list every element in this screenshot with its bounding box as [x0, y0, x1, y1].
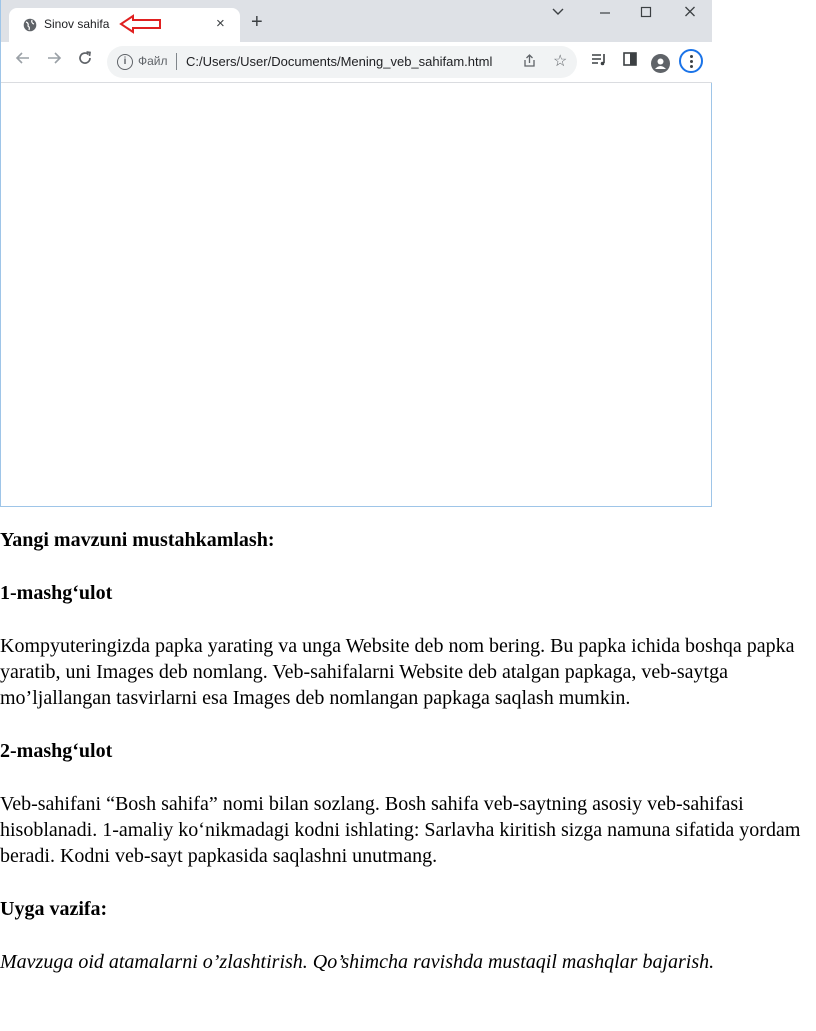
share-icon[interactable]	[522, 53, 537, 71]
homework-title: Uyga vazifa:	[0, 898, 108, 920]
back-arrow-icon[interactable]	[15, 50, 31, 71]
browser-menu-button[interactable]	[679, 49, 703, 73]
menu-dot	[690, 65, 693, 68]
info-icon[interactable]: i	[117, 54, 133, 70]
url-text[interactable]: C:/Users/User/Documents/Mening_veb_sahifam.html	[186, 54, 493, 69]
browser-screenshot	[0, 0, 712, 507]
tab-sinov-sahifa[interactable]	[9, 8, 240, 42]
tab-strip	[1, 0, 712, 42]
homework-text: Mavzuga oid atamalarni o’zlashtirish. Qo’shimcha ravishda mustaqil mashqlar bajarish.	[0, 951, 715, 973]
red-arrow-annotation-icon	[119, 14, 163, 34]
new-tab-button[interactable]: +	[251, 11, 263, 33]
menu-dot	[690, 60, 693, 63]
file-scheme-label: Файл	[138, 54, 168, 68]
close-window-icon[interactable]	[684, 5, 696, 23]
bookmark-star-icon[interactable]: ☆	[553, 53, 568, 70]
document-body	[0, 527, 812, 975]
address-separator	[176, 53, 177, 70]
globe-icon	[23, 18, 37, 32]
exercise1-text: Kompyuteringizda papka yarating va unga Website deb nom bering. Bu papka ichida boshqa papka yaratib, uni Images deb nomlang. Veb-sahifalarni Website deb atalgan papkaga, veb-saytga mo’ljallangan tasvirlarni esa Images deb nomlangan papkaga saqlash mumkin.	[0, 635, 795, 709]
tab-search-chevron-icon[interactable]	[552, 5, 564, 23]
exercise2-text: Veb-sahifani “Bosh sahifa” nomi bilan sozlang. Bosh sahifa veb-saytning asosiy veb-sahifasi hisoblanadi. 1-amaliy ko‘nikmadagi kodni ishlating: Sarlavha kiritish sizga namuna sifatida yordam beradi. Kodni veb-sayt papkasida saqlashni unutmang.	[0, 793, 801, 867]
exercise1-title: 1-mashg‘ulot	[0, 582, 113, 604]
menu-dot	[690, 55, 693, 58]
section-heading: Yangi mavzuni mustahkamlash:	[0, 529, 275, 551]
exercise2-title: 2-mashg‘ulot	[0, 740, 113, 762]
media-controls-icon[interactable]	[591, 52, 607, 71]
maximize-icon[interactable]	[640, 5, 652, 23]
address-bar[interactable]	[107, 46, 577, 78]
close-tab-icon[interactable]: ×	[216, 15, 225, 32]
minimize-icon[interactable]	[599, 5, 611, 23]
tab-title: Sinov sahifa	[44, 17, 110, 31]
forward-arrow-icon[interactable]	[46, 50, 62, 71]
reload-icon[interactable]	[77, 50, 93, 71]
side-panel-icon[interactable]	[623, 52, 637, 71]
profile-avatar-icon[interactable]	[651, 54, 670, 73]
browser-toolbar	[1, 42, 712, 83]
